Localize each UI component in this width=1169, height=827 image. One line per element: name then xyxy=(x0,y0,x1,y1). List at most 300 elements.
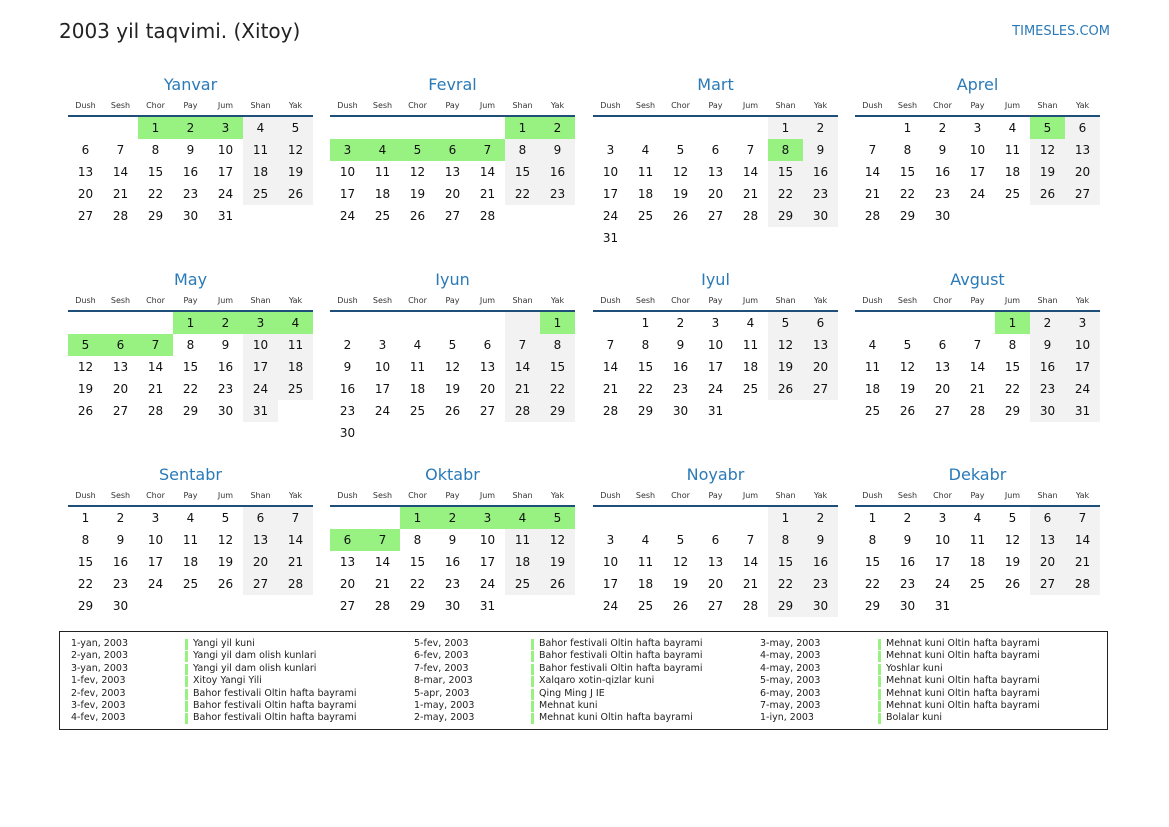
holiday-marker xyxy=(878,664,881,675)
weekday-label: Dush xyxy=(600,296,621,305)
day-cell: 22 xyxy=(147,187,164,201)
holiday-row xyxy=(414,638,744,650)
day-cell: 1 xyxy=(641,316,650,330)
day-cell: 21 xyxy=(147,382,164,396)
holiday-marker xyxy=(878,701,881,712)
day-cell: 28 xyxy=(864,209,881,223)
empty-day-cell xyxy=(435,422,470,444)
day-cell: 6 xyxy=(938,338,947,352)
day-cell: 2 xyxy=(343,338,352,352)
empty-day-cell xyxy=(768,400,803,422)
weekday-label: Jum xyxy=(479,491,496,500)
holiday-date: 2-yan, 2003 xyxy=(71,650,128,662)
holiday-name: Mehnat kuni xyxy=(539,699,598,711)
holiday-date: 5-fev, 2003 xyxy=(414,638,469,649)
weekday-label: Chor xyxy=(408,101,427,110)
empty-day-cell xyxy=(628,507,663,529)
day-cell: 7 xyxy=(470,139,505,161)
day-cell: 16 xyxy=(899,555,916,569)
holiday-date: 4-may, 2003 xyxy=(760,662,821,674)
weekday-label: Shan xyxy=(250,491,271,500)
empty-day-cell xyxy=(733,227,768,249)
empty-day-cell xyxy=(400,422,435,444)
day-cell: 5 xyxy=(68,334,103,356)
day-cell: 20 xyxy=(1065,161,1100,183)
day-cell: 11 xyxy=(409,360,426,374)
day-cell: 21 xyxy=(742,187,759,201)
days-grid xyxy=(593,507,838,617)
holiday-name: Yoshlar kuni xyxy=(886,662,943,674)
day-cell: 19 xyxy=(899,382,916,396)
site-link[interactable]: TIMESLES.COM xyxy=(1012,24,1110,39)
day-cell: 15 xyxy=(768,551,803,573)
empty-day-cell xyxy=(540,422,575,444)
month-name: Dekabr xyxy=(948,465,1007,484)
empty-day-cell xyxy=(733,400,768,422)
day-cell: 1 xyxy=(768,507,803,529)
day-cell: 26 xyxy=(1004,577,1021,591)
day-cell: 12 xyxy=(540,529,575,551)
weekday-label: Dush xyxy=(862,491,883,500)
day-cell: 18 xyxy=(409,382,426,396)
holiday-name: Bahor festivali Oltin hafta bayrami xyxy=(539,650,703,662)
days-grid xyxy=(855,507,1100,617)
day-cell: 14 xyxy=(479,165,496,179)
day-cell: 7 xyxy=(1065,507,1100,529)
day-cell: 31 xyxy=(934,599,951,613)
day-cell: 5 xyxy=(1008,511,1017,525)
empty-day-cell xyxy=(1065,595,1100,617)
empty-day-cell xyxy=(593,507,628,529)
day-cell: 26 xyxy=(409,209,426,223)
day-cell: 21 xyxy=(112,187,129,201)
empty-day-cell xyxy=(505,595,540,617)
day-cell: 2 xyxy=(676,316,685,330)
day-cell: 6 xyxy=(711,533,720,547)
day-cell: 8 xyxy=(641,338,650,352)
day-cell: 10 xyxy=(479,533,496,547)
holiday-row xyxy=(414,650,744,662)
day-cell: 2 xyxy=(938,121,947,135)
day-cell: 18 xyxy=(374,187,391,201)
day-cell: 20 xyxy=(112,382,129,396)
day-cell: 20 xyxy=(243,551,278,573)
day-cell: 1 xyxy=(400,507,435,529)
weekday-label: Jum xyxy=(742,101,759,110)
weekday-header xyxy=(330,294,575,312)
day-cell: 27 xyxy=(444,209,461,223)
day-cell: 24 xyxy=(1065,378,1100,400)
day-cell: 14 xyxy=(864,165,881,179)
day-cell: 4 xyxy=(505,507,540,529)
weekday-label: Pay xyxy=(183,101,198,110)
day-cell: 10 xyxy=(602,165,619,179)
empty-day-cell xyxy=(278,205,313,227)
day-cell: 29 xyxy=(768,205,803,227)
weekday-label: Sesh xyxy=(897,491,918,500)
day-cell: 28 xyxy=(602,404,619,418)
weekday-label: Pay xyxy=(183,296,198,305)
day-cell: 20 xyxy=(339,577,356,591)
day-cell: 13 xyxy=(934,360,951,374)
weekday-label: Dush xyxy=(337,296,358,305)
day-cell: 18 xyxy=(182,555,199,569)
weekday-label: Pay xyxy=(445,296,460,305)
day-cell: 18 xyxy=(742,360,759,374)
day-cell: 1 xyxy=(868,511,877,525)
day-cell: 2 xyxy=(173,117,208,139)
empty-day-cell xyxy=(663,507,698,529)
weekday-label: Shan xyxy=(1037,491,1058,500)
day-cell: 1 xyxy=(138,117,173,139)
month-name: Sentabr xyxy=(159,465,222,484)
day-cell: 27 xyxy=(803,378,838,400)
day-cell: 30 xyxy=(182,209,199,223)
weekday-label: Pay xyxy=(445,491,460,500)
day-cell: 19 xyxy=(672,577,689,591)
day-cell: 9 xyxy=(448,533,457,547)
day-cell: 14 xyxy=(742,555,759,569)
day-cell: 24 xyxy=(243,378,278,400)
empty-day-cell xyxy=(208,595,243,617)
day-cell: 26 xyxy=(540,573,575,595)
day-cell: 15 xyxy=(409,555,426,569)
weekday-label: Yak xyxy=(1075,101,1090,110)
day-cell: 12 xyxy=(768,334,803,356)
weekday-label: Jum xyxy=(217,101,234,110)
day-cell: 7 xyxy=(138,334,173,356)
day-cell: 18 xyxy=(969,555,986,569)
holiday-date: 3-yan, 2003 xyxy=(71,662,128,674)
day-cell: 22 xyxy=(899,187,916,201)
weekday-label: Sesh xyxy=(372,101,393,110)
weekday-header xyxy=(593,99,838,117)
day-cell: 21 xyxy=(602,382,619,396)
month-iyul xyxy=(593,269,838,422)
day-cell: 12 xyxy=(217,533,234,547)
weekday-label: Pay xyxy=(708,491,723,500)
day-cell: 11 xyxy=(374,165,391,179)
day-cell: 27 xyxy=(1065,183,1100,205)
weekday-header xyxy=(855,99,1100,117)
month-sentabr xyxy=(68,464,313,617)
weekday-label: Jum xyxy=(1004,491,1021,500)
day-cell: 10 xyxy=(217,143,234,157)
day-cell: 12 xyxy=(1004,533,1021,547)
empty-day-cell xyxy=(663,117,698,139)
weekday-label: Chor xyxy=(671,491,690,500)
day-cell: 14 xyxy=(278,529,313,551)
holiday-name: Mehnat kuni Oltin hafta bayrami xyxy=(886,650,1040,662)
day-cell: 22 xyxy=(637,382,654,396)
empty-day-cell xyxy=(68,117,103,139)
day-cell: 13 xyxy=(707,165,724,179)
day-cell: 9 xyxy=(116,533,125,547)
day-cell: 31 xyxy=(217,209,234,223)
day-cell: 10 xyxy=(1065,334,1100,356)
day-cell: 27 xyxy=(934,404,951,418)
day-cell: 13 xyxy=(707,555,724,569)
day-cell: 20 xyxy=(1030,551,1065,573)
empty-day-cell xyxy=(173,595,208,617)
day-cell: 4 xyxy=(413,338,422,352)
holiday-marker xyxy=(878,676,881,687)
day-cell: 17 xyxy=(969,165,986,179)
empty-day-cell xyxy=(243,595,278,617)
holiday-column xyxy=(71,638,401,725)
holiday-row xyxy=(71,688,401,700)
empty-day-cell xyxy=(628,227,663,249)
day-cell: 11 xyxy=(243,139,278,161)
day-cell: 17 xyxy=(934,555,951,569)
weekday-header xyxy=(593,294,838,312)
weekday-label: Yak xyxy=(550,296,565,305)
weekday-label: Yak xyxy=(813,296,828,305)
day-cell: 31 xyxy=(707,404,724,418)
day-cell: 11 xyxy=(1004,143,1021,157)
day-cell: 29 xyxy=(637,404,654,418)
weekday-label: Jum xyxy=(217,491,234,500)
day-cell: 3 xyxy=(243,312,278,334)
empty-day-cell xyxy=(1030,205,1065,227)
weekday-label: Sesh xyxy=(110,101,131,110)
day-cell: 7 xyxy=(116,143,125,157)
weekday-label: Dush xyxy=(862,296,883,305)
empty-day-cell xyxy=(470,117,505,139)
day-cell: 25 xyxy=(1004,187,1021,201)
month-name: May xyxy=(173,270,208,289)
empty-day-cell xyxy=(768,227,803,249)
holiday-date: 6-may, 2003 xyxy=(760,687,821,699)
empty-day-cell xyxy=(540,595,575,617)
day-cell: 13 xyxy=(479,360,496,374)
day-cell: 11 xyxy=(182,533,199,547)
day-cell: 10 xyxy=(243,334,278,356)
day-cell: 19 xyxy=(77,382,94,396)
day-cell: 6 xyxy=(711,143,720,157)
day-cell: 3 xyxy=(1065,312,1100,334)
day-cell: 2 xyxy=(540,117,575,139)
day-cell: 27 xyxy=(112,404,129,418)
day-cell: 24 xyxy=(339,209,356,223)
holiday-marker xyxy=(531,676,534,687)
days-grid xyxy=(330,312,575,444)
day-cell: 27 xyxy=(1030,573,1065,595)
month-aprel xyxy=(855,74,1100,227)
days-grid xyxy=(593,117,838,249)
holiday-row xyxy=(414,712,744,724)
day-cell: 5 xyxy=(903,338,912,352)
holiday-name: Xalqaro xotin-qizlar kuni xyxy=(539,675,655,687)
empty-day-cell xyxy=(593,117,628,139)
month-dekabr xyxy=(855,464,1100,617)
day-cell: 7 xyxy=(505,334,540,356)
day-cell: 16 xyxy=(540,161,575,183)
day-cell: 25 xyxy=(278,378,313,400)
day-cell: 1 xyxy=(995,312,1030,334)
day-cell: 29 xyxy=(864,599,881,613)
weekday-label: Jum xyxy=(479,101,496,110)
holiday-marker xyxy=(185,664,188,675)
day-cell: 10 xyxy=(602,555,619,569)
day-cell: 24 xyxy=(147,577,164,591)
holiday-name: Bahor festivali Oltin hafta bayrami xyxy=(193,699,357,711)
days-grid xyxy=(68,312,313,422)
holiday-marker xyxy=(878,651,881,662)
day-cell: 24 xyxy=(479,577,496,591)
day-cell: 19 xyxy=(540,551,575,573)
holiday-name: Mehnat kuni Oltin hafta bayrami xyxy=(886,687,1040,699)
weekday-label: Sesh xyxy=(110,296,131,305)
day-cell: 1 xyxy=(173,312,208,334)
day-cell: 11 xyxy=(864,360,881,374)
day-cell: 3 xyxy=(973,121,982,135)
holiday-date: 7-fev, 2003 xyxy=(414,662,469,674)
empty-day-cell xyxy=(330,117,365,139)
day-cell: 5 xyxy=(676,533,685,547)
day-cell: 25 xyxy=(505,573,540,595)
day-cell: 23 xyxy=(803,573,838,595)
day-cell: 6 xyxy=(435,139,470,161)
day-cell: 23 xyxy=(444,577,461,591)
holiday-row xyxy=(414,688,744,700)
weekday-label: Sesh xyxy=(635,491,656,500)
day-cell: 8 xyxy=(81,533,90,547)
day-cell: 21 xyxy=(969,382,986,396)
day-cell: 10 xyxy=(707,338,724,352)
weekday-label: Yak xyxy=(288,491,303,500)
days-grid xyxy=(68,117,313,227)
holiday-list xyxy=(59,631,1108,730)
empty-day-cell xyxy=(138,312,173,334)
holiday-marker xyxy=(878,639,881,650)
day-cell: 26 xyxy=(672,209,689,223)
day-cell: 30 xyxy=(803,205,838,227)
empty-day-cell xyxy=(855,312,890,334)
empty-day-cell xyxy=(330,312,365,334)
weekday-label: Sesh xyxy=(110,491,131,500)
holiday-date: 1-fev, 2003 xyxy=(71,675,126,687)
page-title: 2003 yil taqvimi. (Xitoy) xyxy=(59,19,301,43)
weekday-label: Jum xyxy=(1004,296,1021,305)
day-cell: 4 xyxy=(746,316,755,330)
day-cell: 6 xyxy=(1030,507,1065,529)
weekday-label: Yak xyxy=(288,296,303,305)
month-name: Iyul xyxy=(701,270,730,289)
holiday-name: Yangi yil dam olish kunlari xyxy=(193,662,317,674)
empty-day-cell xyxy=(435,117,470,139)
empty-day-cell xyxy=(365,117,400,139)
day-cell: 26 xyxy=(278,183,313,205)
weekday-label: Shan xyxy=(512,296,533,305)
day-cell: 20 xyxy=(479,382,496,396)
holiday-row xyxy=(760,688,1090,700)
day-cell: 20 xyxy=(934,382,951,396)
day-cell: 6 xyxy=(1065,117,1100,139)
day-cell: 27 xyxy=(339,599,356,613)
day-cell: 21 xyxy=(742,577,759,591)
day-cell: 10 xyxy=(374,360,391,374)
day-cell: 19 xyxy=(278,161,313,183)
empty-day-cell xyxy=(470,422,505,444)
day-cell: 3 xyxy=(330,139,365,161)
holiday-name: Yangi yil kuni xyxy=(193,638,255,649)
day-cell: 12 xyxy=(672,555,689,569)
empty-day-cell xyxy=(1030,595,1065,617)
month-fevral xyxy=(330,74,575,227)
day-cell: 3 xyxy=(151,511,160,525)
day-cell: 19 xyxy=(1030,161,1065,183)
day-cell: 17 xyxy=(374,382,391,396)
day-cell: 8 xyxy=(540,334,575,356)
day-cell: 5 xyxy=(1030,117,1065,139)
weekday-header xyxy=(855,489,1100,507)
day-cell: 3 xyxy=(606,533,615,547)
day-cell: 22 xyxy=(540,378,575,400)
day-cell: 28 xyxy=(479,209,496,223)
day-cell: 28 xyxy=(147,404,164,418)
weekday-label: Sesh xyxy=(635,101,656,110)
day-cell: 16 xyxy=(182,165,199,179)
day-cell: 26 xyxy=(672,599,689,613)
month-noyabr xyxy=(593,464,838,617)
day-cell: 8 xyxy=(505,139,540,161)
day-cell: 16 xyxy=(444,555,461,569)
day-cell: 9 xyxy=(938,143,947,157)
day-cell: 18 xyxy=(637,577,654,591)
day-cell: 24 xyxy=(707,382,724,396)
days-grid xyxy=(855,117,1100,227)
weekday-label: Shan xyxy=(512,101,533,110)
day-cell: 23 xyxy=(803,183,838,205)
weekday-label: Yak xyxy=(550,491,565,500)
holiday-marker xyxy=(878,689,881,700)
holiday-date: 6-fev, 2003 xyxy=(414,650,469,662)
day-cell: 7 xyxy=(746,143,755,157)
day-cell: 20 xyxy=(803,356,838,378)
empty-day-cell xyxy=(505,422,540,444)
day-cell: 25 xyxy=(243,183,278,205)
holiday-marker xyxy=(185,713,188,724)
day-cell: 29 xyxy=(1004,404,1021,418)
day-cell: 17 xyxy=(602,577,619,591)
day-cell: 16 xyxy=(217,360,234,374)
holiday-date: 4-fev, 2003 xyxy=(71,712,126,724)
holiday-date: 5-apr, 2003 xyxy=(414,687,470,699)
day-cell: 28 xyxy=(112,209,129,223)
day-cell: 1 xyxy=(505,117,540,139)
weekday-header xyxy=(68,489,313,507)
day-cell: 25 xyxy=(374,209,391,223)
empty-day-cell xyxy=(663,227,698,249)
day-cell: 22 xyxy=(768,183,803,205)
weekday-label: Yak xyxy=(550,101,565,110)
day-cell: 7 xyxy=(746,533,755,547)
days-grid xyxy=(593,312,838,422)
weekday-label: Dush xyxy=(75,491,96,500)
empty-day-cell xyxy=(803,400,838,422)
holiday-marker xyxy=(185,701,188,712)
day-cell: 31 xyxy=(243,400,278,422)
day-cell: 25 xyxy=(637,599,654,613)
holiday-row xyxy=(760,675,1090,687)
day-cell: 17 xyxy=(147,555,164,569)
holiday-date: 2-fev, 2003 xyxy=(71,687,126,699)
empty-day-cell xyxy=(593,312,628,334)
day-cell: 26 xyxy=(77,404,94,418)
weekday-label: Chor xyxy=(146,296,165,305)
weekday-label: Chor xyxy=(146,101,165,110)
